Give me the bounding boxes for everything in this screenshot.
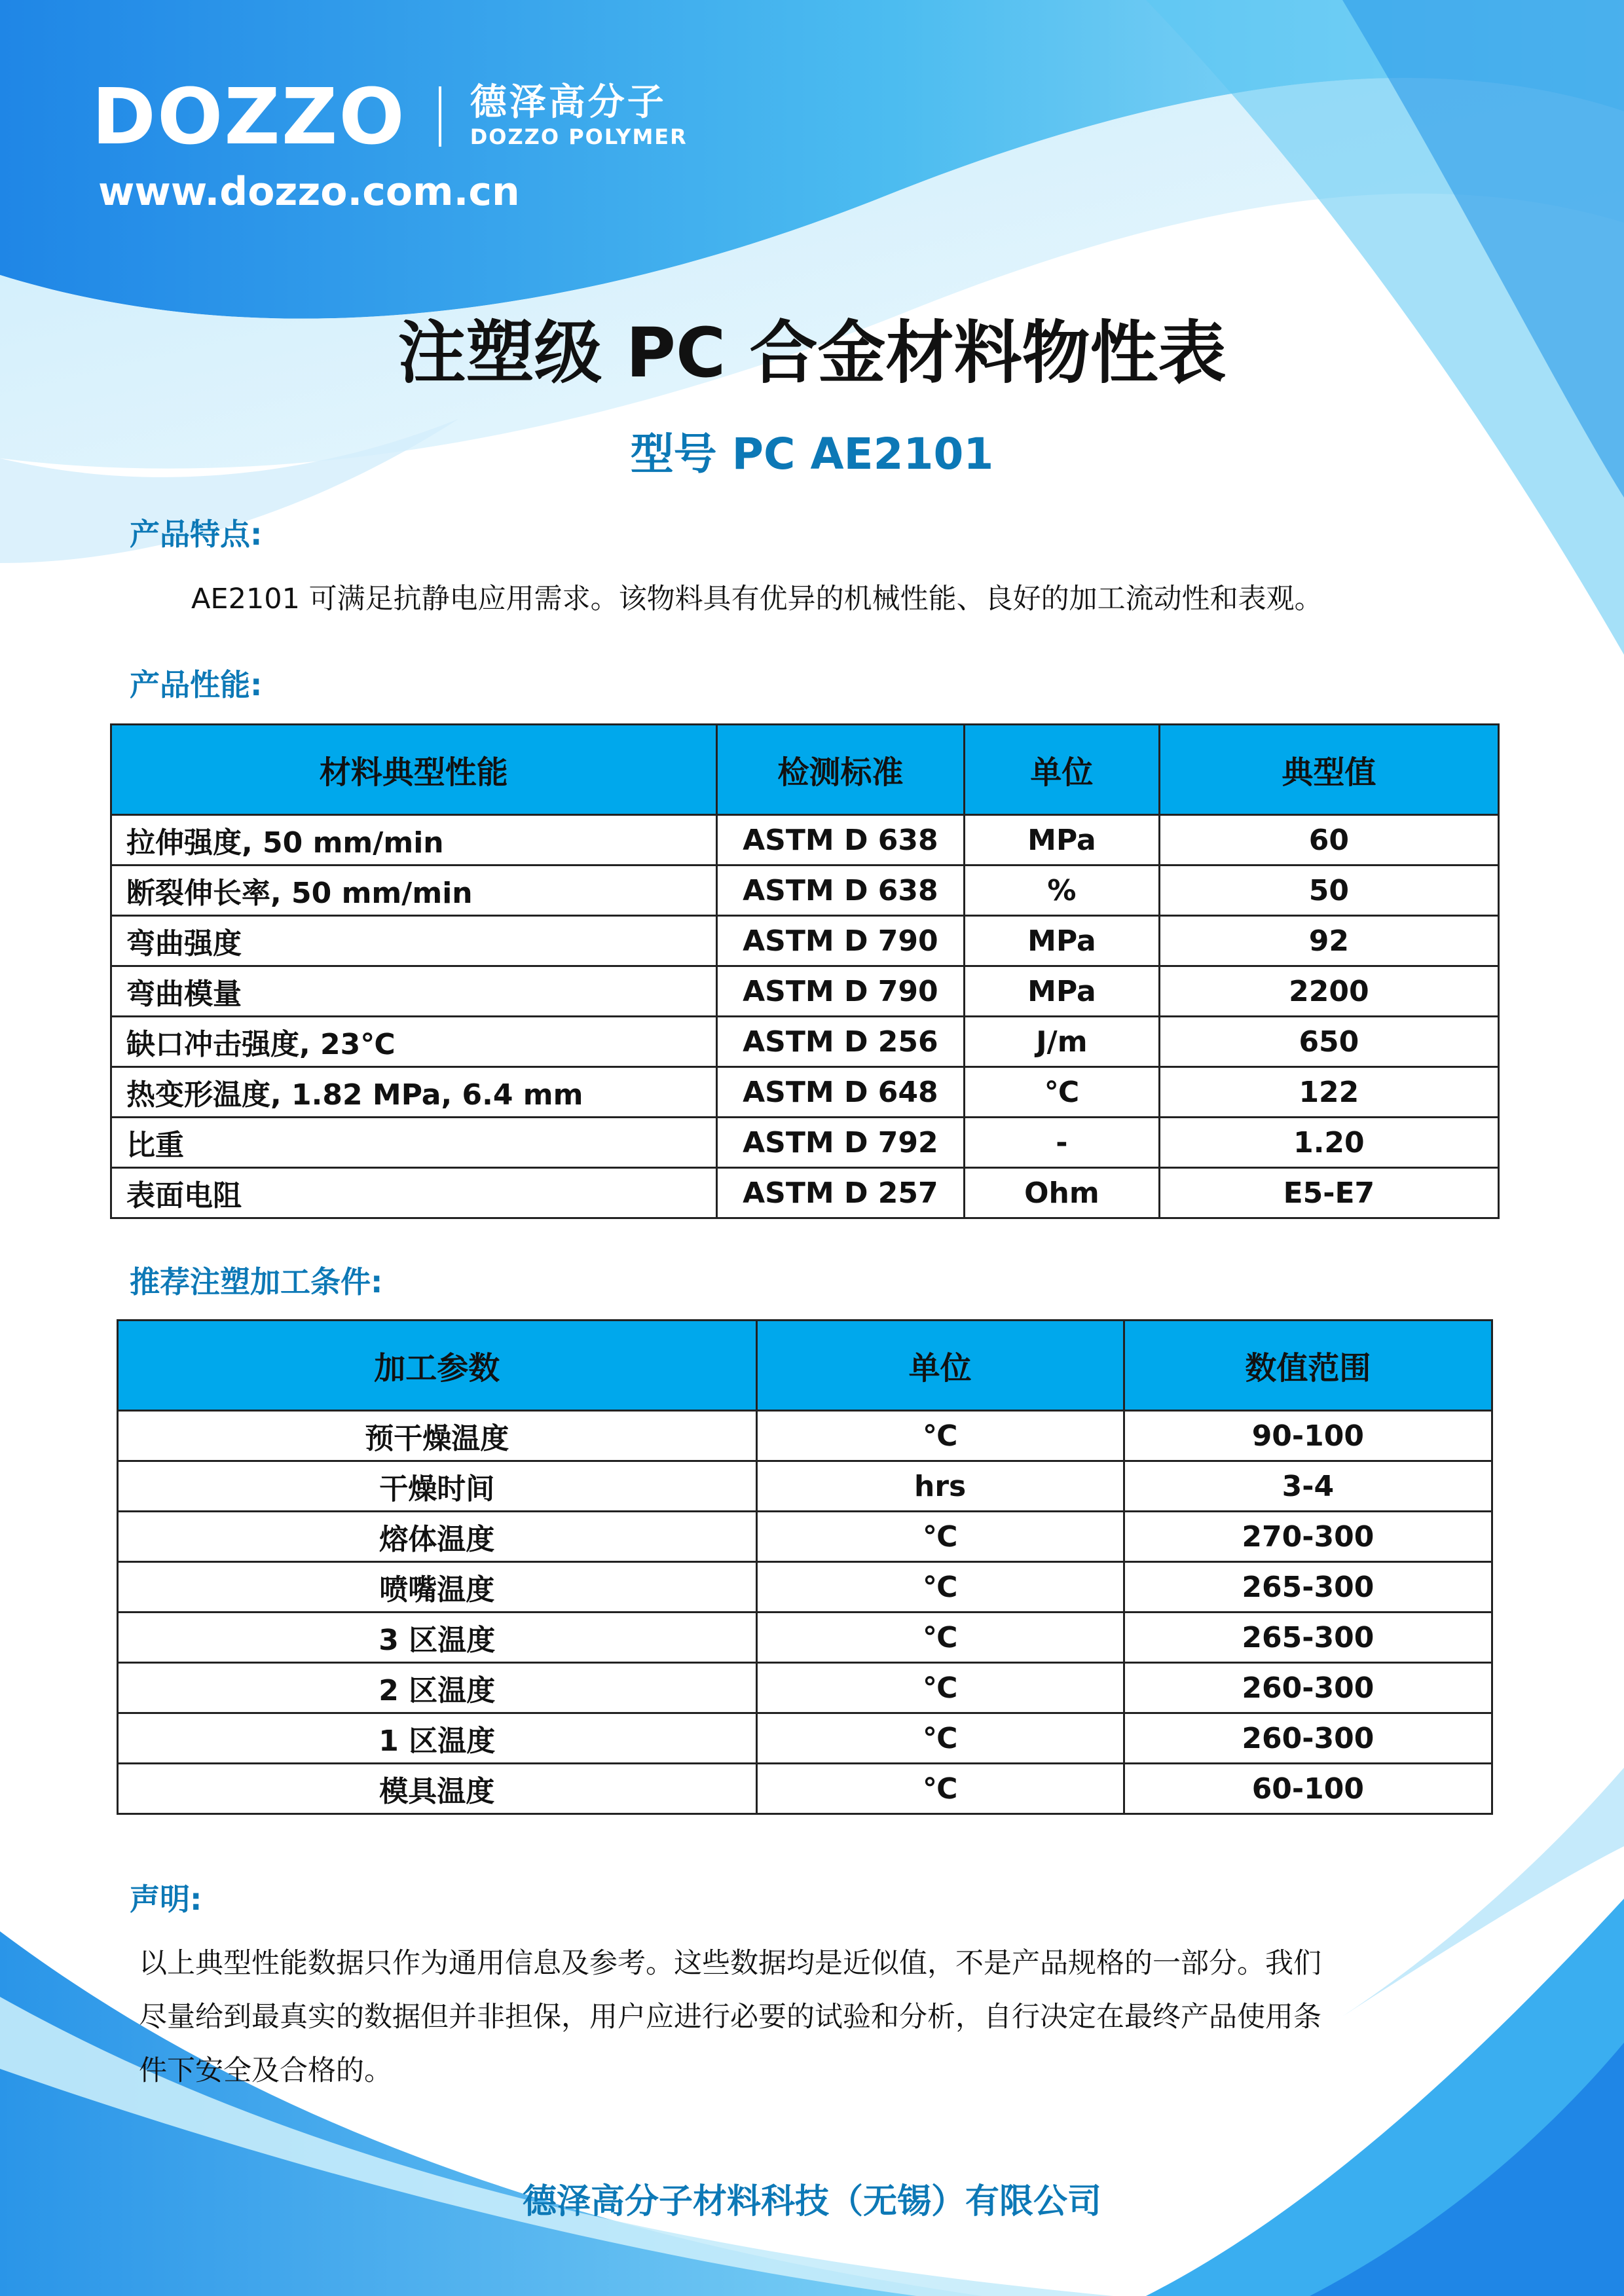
- footer-company-name: 德泽高分子材料科技（无锡）有限公司: [522, 2182, 1101, 2221]
- parameter-name: 模具温度: [118, 1764, 757, 1814]
- column-header: 材料典型性能: [111, 725, 717, 815]
- value-range: 265-300: [1124, 1613, 1492, 1663]
- property-name: 弯曲模量: [111, 966, 717, 1017]
- unit: %: [965, 866, 1160, 916]
- column-header: 单位: [756, 1321, 1124, 1411]
- value-range: 270-300: [1124, 1512, 1492, 1562]
- column-header: 检测标准: [716, 725, 965, 815]
- unit: ℃: [756, 1764, 1124, 1814]
- unit: ℃: [756, 1562, 1124, 1613]
- test-standard: ASTM D 790: [716, 916, 965, 966]
- typical-value: 60: [1159, 815, 1498, 866]
- table-row: [118, 1713, 1492, 1764]
- table-row: [111, 966, 1499, 1017]
- test-standard: ASTM D 638: [716, 866, 965, 916]
- unit: hrs: [756, 1461, 1124, 1512]
- typical-value: 2200: [1159, 966, 1498, 1017]
- properties-heading: 产品性能:: [130, 667, 263, 702]
- table-row: [118, 1411, 1492, 1461]
- disclaimer-line: 尽量给到最真实的数据但并非担保，用户应进行必要的试验和分析，自行决定在最终产品使用条: [139, 2001, 1321, 2033]
- document-title: 注塑级 PC 合金材料物性表: [397, 313, 1227, 393]
- table-row: [111, 1017, 1499, 1067]
- parameter-name: 3 区温度: [118, 1613, 757, 1663]
- property-name: 表面电阻: [111, 1168, 717, 1218]
- table-row: [118, 1764, 1492, 1814]
- value-range: 260-300: [1124, 1663, 1492, 1713]
- column-header: 加工参数: [118, 1321, 757, 1411]
- parameter-name: 2 区温度: [118, 1663, 757, 1713]
- parameter-name: 1 区温度: [118, 1713, 757, 1764]
- property-name: 热变形温度, 1.82 MPa, 6.4 mm: [111, 1067, 717, 1118]
- test-standard: ASTM D 256: [716, 1017, 965, 1067]
- table-row: [118, 1562, 1492, 1613]
- property-name: 弯曲强度: [111, 916, 717, 966]
- features-heading: 产品特点:: [130, 517, 263, 552]
- test-standard: ASTM D 792: [716, 1118, 965, 1168]
- property-name: 缺口冲击强度, 23℃: [111, 1017, 717, 1067]
- logo-chinese-name: 德泽高分子: [470, 81, 667, 124]
- company-logo: [92, 71, 688, 162]
- processing-table: [117, 1319, 1493, 1815]
- disclaimer-line: 以上典型性能数据只作为通用信息及参考。这些数据均是近似值，不是产品规格的一部分。我们: [139, 1947, 1321, 1980]
- property-name: 断裂伸长率, 50 mm/min: [111, 866, 717, 916]
- features-text: AE2101 可满足抗静电应用需求。该物料具有优异的机械性能、良好的加工流动性和表观。: [191, 583, 1323, 615]
- unit: ℃: [756, 1663, 1124, 1713]
- table-row: [118, 1613, 1492, 1663]
- table-row: [111, 815, 1499, 866]
- value-range: 3-4: [1124, 1461, 1492, 1512]
- typical-value: 50: [1159, 866, 1498, 916]
- value-range: 260-300: [1124, 1713, 1492, 1764]
- table-row: [111, 1168, 1499, 1218]
- website-url: www.dozzo.com.cn: [98, 169, 520, 215]
- logo-subtitle: DOZZO POLYMER: [470, 124, 688, 150]
- typical-value: 1.20: [1159, 1118, 1498, 1168]
- unit: MPa: [965, 815, 1160, 866]
- logo-wordmark: DOZZO: [92, 71, 406, 162]
- logo-divider: [439, 86, 441, 147]
- table-row: [118, 1512, 1492, 1562]
- test-standard: ASTM D 638: [716, 815, 965, 866]
- parameter-name: 喷嘴温度: [118, 1562, 757, 1613]
- test-standard: ASTM D 257: [716, 1168, 965, 1218]
- disclaimer-line: 件下安全及合格的。: [139, 2054, 392, 2087]
- table-row: [111, 1067, 1499, 1118]
- parameter-name: 预干燥温度: [118, 1411, 757, 1461]
- typical-value: 650: [1159, 1017, 1498, 1067]
- unit: ℃: [756, 1613, 1124, 1663]
- unit: ℃: [756, 1713, 1124, 1764]
- disclaimer-text: [139, 1937, 1321, 2098]
- table-row: [111, 916, 1499, 966]
- unit: Ohm: [965, 1168, 1160, 1218]
- properties-header-row: [111, 725, 1499, 815]
- table-row: [111, 1118, 1499, 1168]
- table-row: [111, 866, 1499, 916]
- logo-chinese-block: [470, 81, 688, 150]
- processing-heading: 推荐注塑加工条件:: [130, 1264, 383, 1300]
- model-number: 型号 PC AE2101: [630, 429, 994, 479]
- column-header: 单位: [965, 725, 1160, 815]
- parameter-name: 熔体温度: [118, 1512, 757, 1562]
- unit: -: [965, 1118, 1160, 1168]
- value-range: 90-100: [1124, 1411, 1492, 1461]
- table-row: [118, 1663, 1492, 1713]
- parameter-name: 干燥时间: [118, 1461, 757, 1512]
- unit: J/m: [965, 1017, 1160, 1067]
- properties-table: [110, 723, 1500, 1219]
- value-range: 265-300: [1124, 1562, 1492, 1613]
- column-header: 数值范围: [1124, 1321, 1492, 1411]
- column-header: 典型值: [1159, 725, 1498, 815]
- test-standard: ASTM D 648: [716, 1067, 965, 1118]
- typical-value: 122: [1159, 1067, 1498, 1118]
- processing-header-row: [118, 1321, 1492, 1411]
- test-standard: ASTM D 790: [716, 966, 965, 1017]
- unit: ℃: [965, 1067, 1160, 1118]
- property-name: 拉伸强度, 50 mm/min: [111, 815, 717, 866]
- unit: MPa: [965, 916, 1160, 966]
- typical-value: E5-E7: [1159, 1168, 1498, 1218]
- unit: MPa: [965, 966, 1160, 1017]
- value-range: 60-100: [1124, 1764, 1492, 1814]
- unit: ℃: [756, 1411, 1124, 1461]
- typical-value: 92: [1159, 916, 1498, 966]
- unit: ℃: [756, 1512, 1124, 1562]
- disclaimer-heading: 声明:: [130, 1882, 202, 1917]
- table-row: [118, 1461, 1492, 1512]
- property-name: 比重: [111, 1118, 717, 1168]
